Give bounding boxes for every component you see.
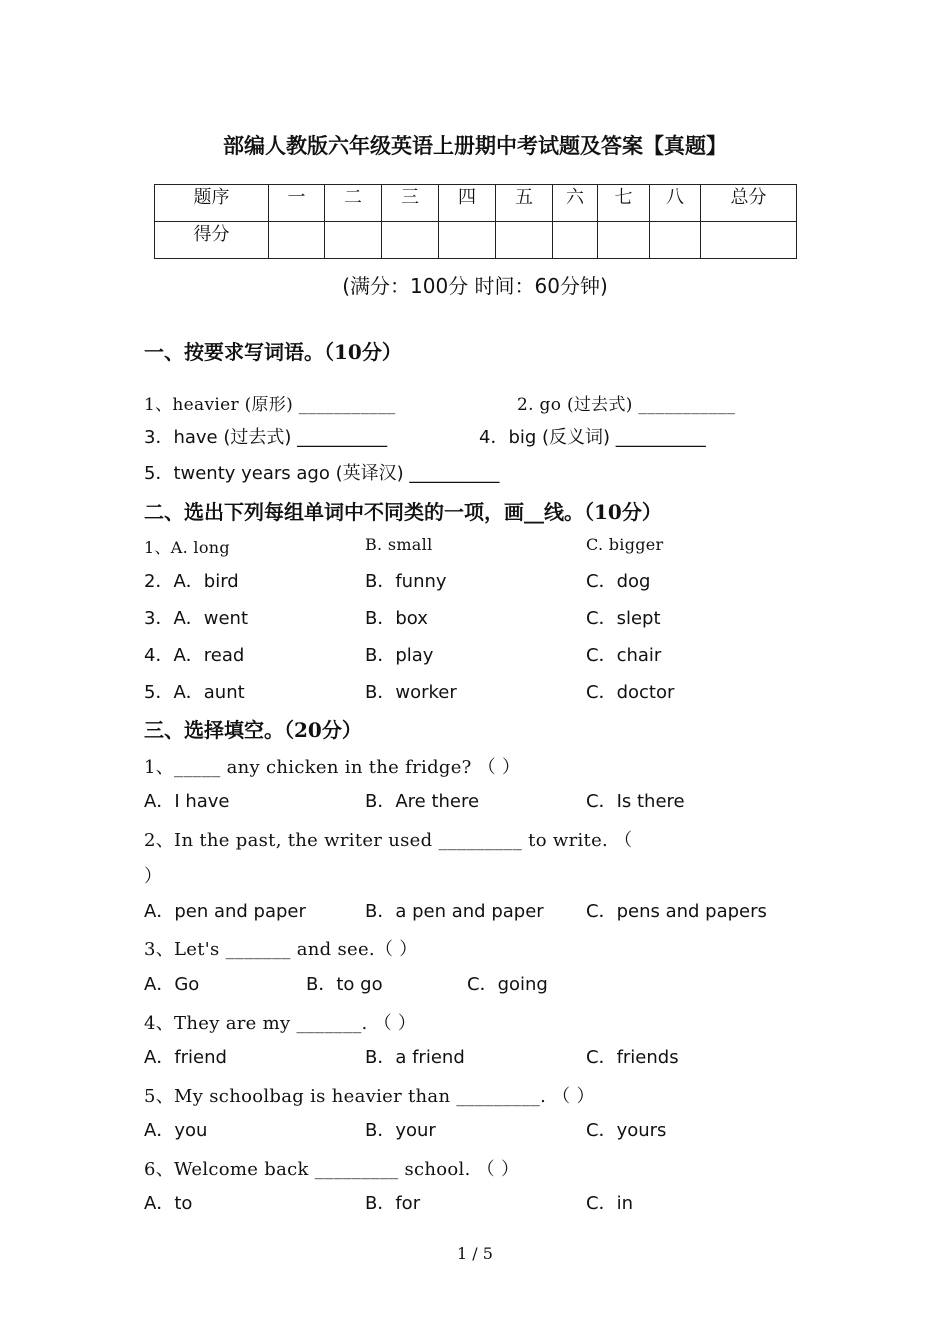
section1-question-5: 5．twenty years ago (英译汉) __________: [144, 463, 500, 484]
score-cell[interactable]: [325, 222, 382, 259]
section3-q4-option-a: A．friend: [144, 1047, 227, 1068]
score-table-score-row: [155, 222, 797, 259]
score-header-cell: 题序: [155, 185, 269, 222]
score-header-cell: 总分: [701, 185, 797, 222]
score-cell[interactable]: [553, 222, 598, 259]
section3-q5-stem: 5、My schoolbag is heavier than _________. （ ）: [144, 1086, 595, 1107]
exam-info: (满分：100分 时间：60分钟): [342, 274, 608, 298]
section3-q3-option-a: A．Go: [144, 974, 200, 995]
section2-q2-option-a: 2．A．bird: [144, 571, 239, 592]
section2-q3-option-c: C．slept: [586, 608, 661, 629]
section1-question-3: 3．have (过去式) __________: [144, 427, 388, 448]
section1-question-2: 2. go (过去式) ___________: [517, 395, 736, 415]
section2-q2-option-c: C．dog: [586, 571, 651, 592]
score-table: [154, 184, 797, 259]
page-title: 部编人教版六年级英语上册期中考试题及答案【真题】: [223, 133, 727, 158]
score-cell[interactable]: [269, 222, 325, 259]
score-header-cell: 七: [598, 185, 650, 222]
section3-q6-stem: 6、Welcome back _________ school. （ ）: [144, 1159, 520, 1180]
score-header-cell: 八: [650, 185, 701, 222]
score-header-cell: 四: [439, 185, 496, 222]
score-cell[interactable]: [701, 222, 797, 259]
score-row-label: 得分: [155, 222, 269, 259]
section2-q5-option-a: 5．A．aunt: [144, 682, 245, 703]
section1-question-4: 4．big (反义词) __________: [479, 427, 706, 448]
score-header-cell: 三: [382, 185, 439, 222]
section2-q2-option-b: B．funny: [365, 571, 447, 592]
section2-q5-option-c: C．doctor: [586, 682, 675, 703]
section1-heading: 一、按要求写词语。（10分）: [144, 340, 402, 364]
section3-q3-option-c: C．going: [467, 974, 548, 995]
section2-q3-option-a: 3．A．went: [144, 608, 249, 629]
section3-q6-option-c: C．in: [586, 1193, 633, 1214]
section3-q5-option-a: A．you: [144, 1120, 208, 1141]
score-header-cell: 五: [496, 185, 553, 222]
section3-q2-stem: 2、In the past, the writer used _________ to write. （: [144, 830, 633, 851]
section3-q1-stem: 1、_____ any chicken in the fridge? （ ）: [144, 757, 521, 778]
section3-q2-option-c: C．pens and papers: [586, 901, 767, 922]
score-cell[interactable]: [439, 222, 496, 259]
section3-q5-option-c: C．yours: [586, 1120, 667, 1141]
section2-q5-option-b: B．worker: [365, 682, 457, 703]
section3-q1-option-b: B．Are there: [365, 791, 480, 812]
section3-q3-option-b: B．to go: [306, 974, 383, 995]
section3-q5-option-b: B．your: [365, 1120, 436, 1141]
section3-q4-stem: 4、They are my _______. （ ）: [144, 1013, 417, 1034]
section3-q4-option-c: C．friends: [586, 1047, 679, 1068]
section3-q2-option-a: A．pen and paper: [144, 901, 306, 922]
score-cell[interactable]: [598, 222, 650, 259]
section3-q6-option-a: A．to: [144, 1193, 193, 1214]
score-cell[interactable]: [650, 222, 701, 259]
section3-q1-option-a: A．I have: [144, 791, 230, 812]
section1-question-1: 1、heavier (原形) ___________: [144, 395, 396, 415]
score-header-cell: 六: [553, 185, 598, 222]
section2-q1-option-b: B. small: [365, 535, 433, 554]
score-cell[interactable]: [496, 222, 553, 259]
section3-q6-option-b: B．for: [365, 1193, 421, 1214]
section2-q4-option-b: B．play: [365, 645, 434, 666]
section3-q2-stem-end: ）: [144, 866, 163, 887]
section2-q1-option-c: C. bigger: [586, 535, 664, 554]
section3-q3-stem: 3、Let's _______ and see.（ ）: [144, 939, 418, 960]
section2-heading: 二、选出下列每组单词中不同类的一项，画__线。（10分）: [144, 500, 662, 524]
section2-q1-option-a: 1、A. long: [144, 538, 230, 557]
section3-q1-option-c: C．Is there: [586, 791, 685, 812]
section3-heading: 三、选择填空。（20分）: [144, 718, 362, 742]
score-table-header-row: [155, 185, 797, 222]
score-header-cell: 一: [269, 185, 325, 222]
section2-q4-option-a: 4．A．read: [144, 645, 245, 666]
section2-q4-option-c: C．chair: [586, 645, 662, 666]
section3-q4-option-b: B．a friend: [365, 1047, 465, 1068]
score-header-cell: 二: [325, 185, 382, 222]
section2-q3-option-b: B．box: [365, 608, 428, 629]
section3-q2-option-b: B．a pen and paper: [365, 901, 544, 922]
page-number: 1 / 5: [457, 1244, 493, 1263]
score-cell[interactable]: [382, 222, 439, 259]
